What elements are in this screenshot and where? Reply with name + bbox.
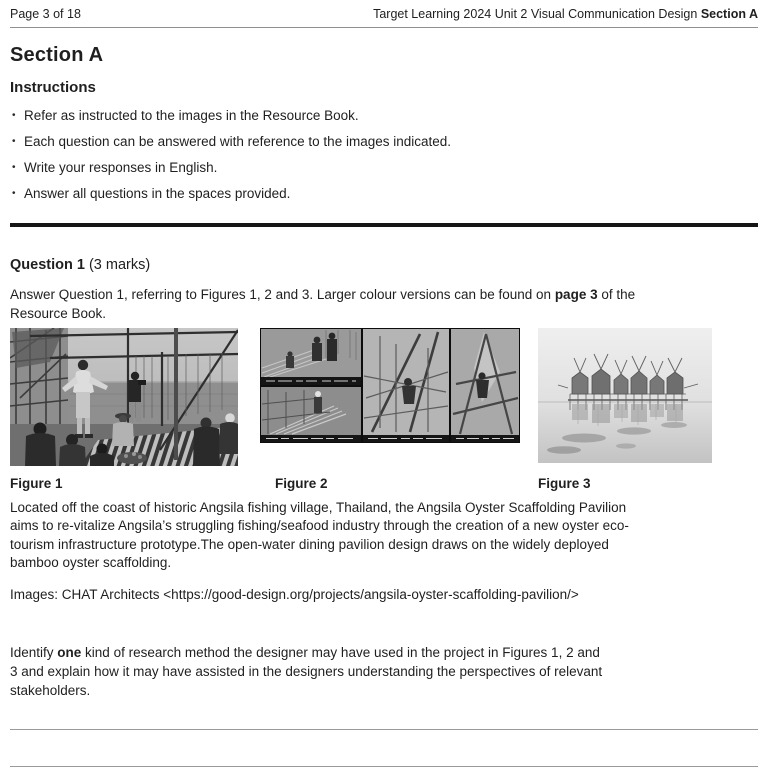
question1-heading (10, 257, 758, 274)
bullet-icon: • (12, 110, 16, 121)
section-divider-rule (10, 223, 758, 227)
answer-line-1[interactable] (10, 729, 758, 730)
image-credit: Images: CHAT Architects <https://good-design.org/projects/angsila-oyster-scaffolding-pavilion/> (10, 586, 579, 602)
question1-prompt: Identify one kind of research method the designer may have used in the project in Figures 1, 2 and 3 and explain how it may have assisted in the designers understanding the perspectives of relevant stakeholders. (10, 644, 603, 698)
figure-2-caption: Figure 2 (275, 476, 328, 491)
prompt-bold-one: one (57, 644, 82, 660)
figure-3 (538, 328, 712, 492)
figure-3-photo (538, 328, 712, 466)
page-number-label: Page 3 of 18 (10, 7, 81, 21)
instruction-item: • Refer as instructed to the images in the Resource Book. (12, 108, 359, 123)
instructions-list (10, 108, 758, 202)
answer-line-2[interactable] (10, 766, 758, 767)
figure-3-illustration (538, 328, 712, 463)
page-ref-bold: page 3 (554, 287, 598, 302)
bullet-icon: • (12, 188, 16, 199)
figure-1-photo (10, 328, 238, 466)
figure-1-caption: Figure 1 (10, 476, 63, 491)
figure-1-illustration (10, 328, 238, 466)
figure-1 (10, 328, 238, 492)
figure-2 (260, 328, 520, 492)
instruction-item: • Answer all questions in the spaces provided. (12, 186, 291, 201)
instruction-item: • Write your responses in English. (12, 160, 218, 175)
figures-row (10, 328, 758, 492)
figure-2-photo (260, 328, 520, 466)
figure-description: Located off the coast of historic Angsila fishing village, Thailand, the Angsila Oyster Scaffolding Pavilion aims to re-vitalize Angsila’s struggling fishing/seafood industry through the creation of a new oyster eco- tourism infrastructure prototype.The open-water dining pavilion design draws on the widely deployed bamboo oyster scaffolding. (10, 499, 629, 570)
bullet-icon: • (12, 162, 16, 173)
figure-3-caption: Figure 3 (538, 476, 591, 491)
question1-title: Question 1 (10, 257, 85, 273)
answer-space[interactable] (10, 729, 758, 767)
page-header (10, 0, 758, 28)
bullet-icon: • (12, 136, 16, 147)
question1-marks: (3 marks) (84, 257, 151, 273)
figure-2-illustration (260, 328, 520, 443)
course-header-label: Target Learning 2024 Unit 2 Visual Communication Design Section A (373, 7, 758, 21)
header-section-label: Section A (700, 7, 758, 21)
section-title: Section A (10, 44, 104, 66)
question1-intro: Answer Question 1, referring to Figures 1, 2 and 3. Larger colour versions can be found on page 3 of the Resource Book. (10, 287, 636, 321)
instructions-heading: Instructions (10, 79, 96, 96)
instruction-item: • Each question can be answered with reference to the images indicated. (12, 134, 452, 149)
